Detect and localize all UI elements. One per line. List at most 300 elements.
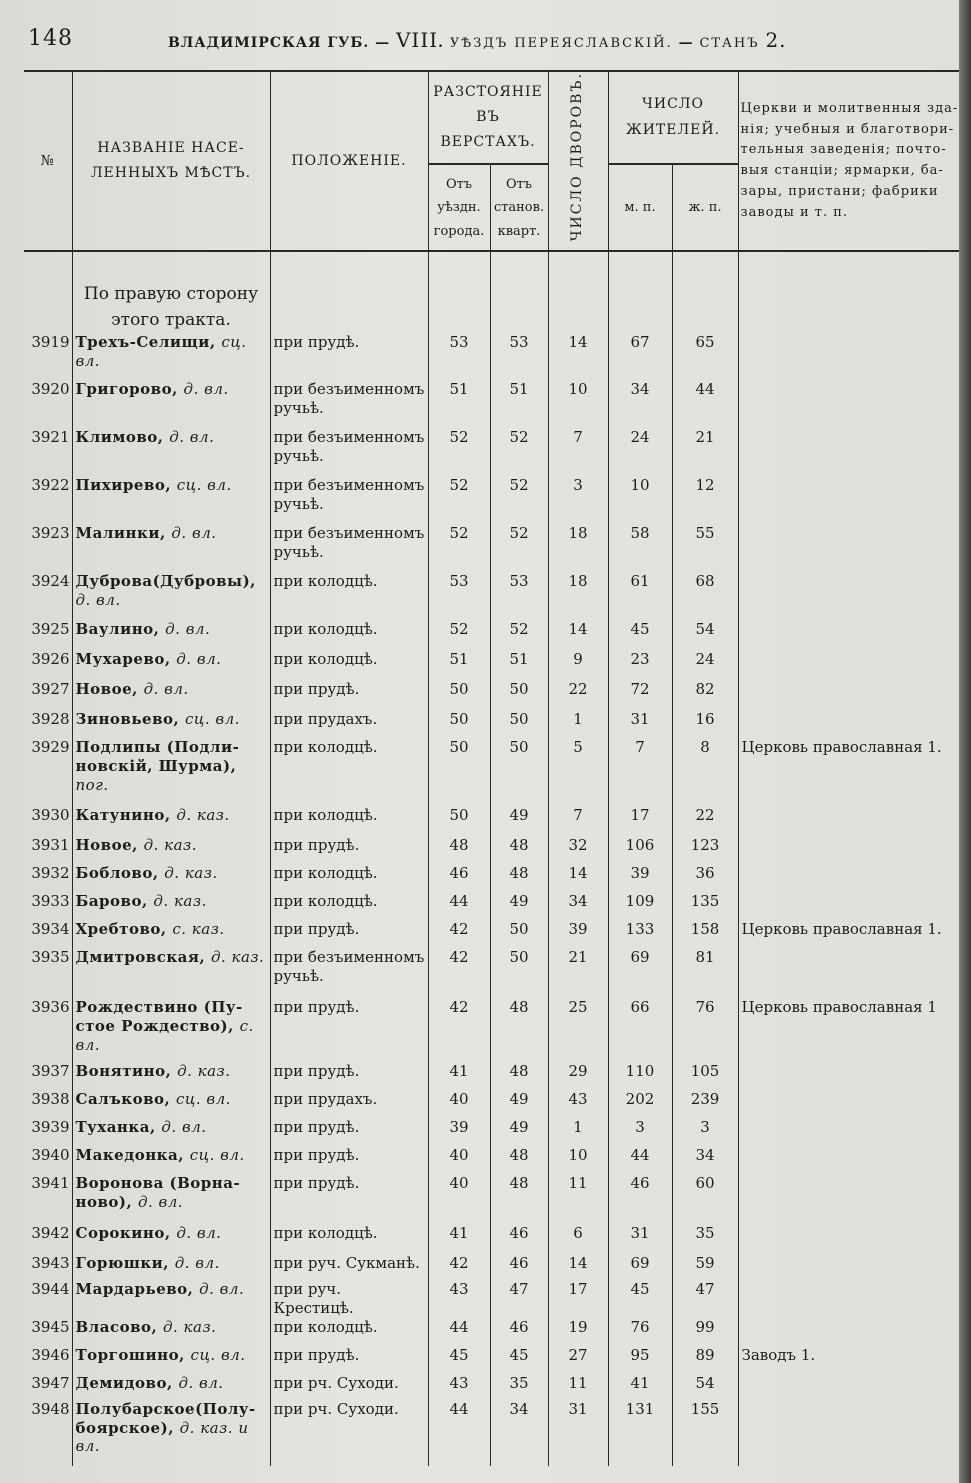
notes-cell [738, 836, 962, 864]
table-row [24, 650, 962, 680]
settlement-type: д. вл. [199, 1280, 245, 1299]
notes-cell [738, 1280, 962, 1318]
distance-stan-cell: 46 [490, 1224, 548, 1254]
settlement-name: Горюшки, [75, 1254, 170, 1273]
settlement-name: Барово, [75, 892, 148, 911]
table-row [24, 836, 962, 864]
notes-cell [738, 476, 962, 524]
households-cell: 1 [548, 710, 608, 738]
settlement-name: Торгошино, [75, 1345, 185, 1364]
female-cell: 59 [672, 1254, 738, 1280]
notes-cell [738, 428, 962, 476]
settlement-name-cell [72, 333, 270, 380]
stan-number: 2. [765, 28, 787, 52]
male-cell: 44 [608, 1146, 672, 1174]
settlement-name: Климово, [75, 428, 164, 447]
settlement-name-cell [72, 1400, 270, 1466]
households-cell: 25 [548, 998, 608, 1062]
settlement-type: с. вл. [75, 1017, 254, 1054]
row-number: 3941 [31, 1174, 70, 1193]
table-row [24, 524, 962, 572]
row-number: 3937 [31, 1062, 70, 1081]
position-cell: при безъименномъ ручьѣ. [270, 380, 428, 428]
settlement-type: сц. вл. [184, 710, 240, 729]
col-from-city-header: Отъ уѣздн. города. [428, 164, 490, 251]
settlement-type: д. вл. [183, 380, 229, 399]
position-cell: при колодцѣ. [270, 620, 428, 650]
distance-city-cell: 50 [428, 806, 490, 836]
settlement-name: Воронова (Ворна- ново), [75, 1174, 241, 1212]
position-cell: при безъименномъ ручьѣ. [270, 476, 428, 524]
female-cell: 82 [672, 680, 738, 710]
settlement-name: Власово, [75, 1317, 158, 1336]
settlement-type: сц. вл. [175, 1090, 231, 1109]
distance-stan-cell: 47 [490, 1280, 548, 1318]
distance-stan-cell: 49 [490, 1090, 548, 1118]
female-cell: 24 [672, 650, 738, 680]
distance-stan-cell: 52 [490, 428, 548, 476]
distance-city-cell: 42 [428, 998, 490, 1062]
page-binding-shadow [959, 0, 971, 1483]
row-number: 3939 [31, 1118, 70, 1137]
position-cell: при безъименномъ ручьѣ. [270, 948, 428, 998]
notes-cell [738, 1400, 962, 1466]
row-number: 3946 [31, 1345, 70, 1364]
table-row [24, 380, 962, 428]
settlement-name: Дуброва(Дубровы), [75, 572, 256, 591]
running-title: ВЛАДИМІРСКАЯ ГУБ. — VIII. УѢЗДЪ ПЕРЕЯСЛАВСКІЙ. — СТАНЪ 2. [168, 28, 787, 52]
male-cell: 31 [608, 1224, 672, 1254]
table-row [24, 620, 962, 650]
distance-city-cell: 53 [428, 572, 490, 620]
settlement-name-cell [72, 1118, 270, 1146]
notes-cell [738, 524, 962, 572]
settlement-name: Григорово, [75, 380, 178, 399]
table-row [24, 1346, 962, 1374]
notes-cell [738, 1062, 962, 1090]
female-cell: 123 [672, 836, 738, 864]
notes-cell [738, 620, 962, 650]
female-cell: 54 [672, 1374, 738, 1400]
female-cell: 105 [672, 1062, 738, 1090]
position-cell: при прудѣ. [270, 920, 428, 948]
row-number: 3930 [31, 806, 70, 825]
settlement-name: Туханка, [75, 1118, 156, 1137]
settlement-name: Полубарское(Полу- боярское), [75, 1399, 256, 1437]
settlement-name-cell [72, 1280, 270, 1318]
row-number: 3920 [31, 380, 70, 399]
table-row [24, 948, 962, 998]
row-number: 3925 [31, 620, 70, 639]
notes-cell: Церковь православная 1 [738, 998, 962, 1062]
households-header-text: ЧИСЛО ДВОРОВЪ. [569, 72, 586, 242]
settlement-name-cell [72, 1062, 270, 1090]
female-cell: 36 [672, 864, 738, 892]
table-row [24, 1174, 962, 1224]
table-row [24, 1062, 962, 1090]
settlement-name-cell [72, 738, 270, 806]
distance-city-cell: 39 [428, 1118, 490, 1146]
distance-city-cell: 41 [428, 1062, 490, 1090]
notes-cell [738, 333, 962, 380]
settlement-name: Трехъ-Селищи, [75, 333, 216, 352]
table-row [24, 1318, 962, 1346]
female-cell: 158 [672, 920, 738, 948]
settlement-type: д. вл. [178, 1373, 224, 1392]
notes-cell: Заводъ 1. [738, 1346, 962, 1374]
male-cell: 95 [608, 1346, 672, 1374]
row-number: 3948 [31, 1399, 70, 1418]
col-number-header: № [24, 71, 72, 251]
households-cell: 17 [548, 1280, 608, 1318]
male-cell: 23 [608, 650, 672, 680]
row-number: 3942 [31, 1224, 70, 1243]
female-cell: 89 [672, 1346, 738, 1374]
table-row [24, 1146, 962, 1174]
distance-stan-cell: 51 [490, 650, 548, 680]
table-row [24, 710, 962, 738]
settlements-table [24, 70, 962, 1466]
households-cell: 14 [548, 620, 608, 650]
notes-cell [738, 710, 962, 738]
settlement-type: д. вл. [165, 620, 211, 639]
distance-stan-cell: 50 [490, 948, 548, 998]
table-row [24, 1400, 962, 1466]
notes-cell: Церковь православная 1. [738, 738, 962, 806]
col-name-header: НАЗВАНІЕ НАСЕ- ЛЕННЫХЪ МѢСТЪ. [72, 71, 270, 251]
settlement-type: с. каз. [172, 920, 225, 939]
row-number: 3919 [31, 333, 70, 352]
settlement-type: д. каз. [176, 806, 230, 825]
settlement-name-cell [72, 864, 270, 892]
distance-stan-cell: 48 [490, 836, 548, 864]
settlement-name-cell [72, 1174, 270, 1224]
male-cell: 106 [608, 836, 672, 864]
row-number: 3944 [31, 1280, 70, 1299]
distance-city-cell: 45 [428, 1346, 490, 1374]
position-cell: при колодцѣ. [270, 892, 428, 920]
settlement-name: Дмитровская, [75, 948, 206, 967]
households-cell: 3 [548, 476, 608, 524]
table-row [24, 333, 962, 380]
female-cell: 54 [672, 620, 738, 650]
male-cell: 72 [608, 680, 672, 710]
distance-stan-cell: 48 [490, 1146, 548, 1174]
female-cell: 135 [672, 892, 738, 920]
settlement-name-cell [72, 836, 270, 864]
male-cell: 202 [608, 1090, 672, 1118]
row-number: 3932 [31, 864, 70, 883]
col-notes-header: Церкви и молитвенныя зда- нія; учебныя и благотвори- тельныя заведенія; почто- выя станціи; ярмарки, ба- зары, пристани; фабрики заводы и т. п. [738, 71, 962, 251]
households-cell: 18 [548, 524, 608, 572]
title-dash-1: — [375, 35, 391, 51]
table-row [24, 428, 962, 476]
notes-cell [738, 1318, 962, 1346]
settlement-name-cell [72, 998, 270, 1062]
table-row [24, 920, 962, 948]
settlement-type: д. вл. [176, 650, 222, 669]
female-cell: 16 [672, 710, 738, 738]
col-inhabitants-header: ЧИСЛО ЖИТЕЛЕЙ. [608, 71, 738, 164]
row-number: 3928 [31, 710, 70, 729]
male-cell: 31 [608, 710, 672, 738]
table-row [24, 1374, 962, 1400]
settlement-name-cell [72, 428, 270, 476]
notes-cell [738, 1146, 962, 1174]
distance-stan-cell: 34 [490, 1400, 548, 1466]
distance-stan-cell: 49 [490, 1118, 548, 1146]
settlement-type: д. каз. [143, 836, 198, 855]
position-cell: при колодцѣ. [270, 572, 428, 620]
settlement-name: Македонка, [75, 1146, 184, 1165]
row-number: 3943 [31, 1254, 70, 1273]
notes-cell [738, 1090, 962, 1118]
distance-city-cell: 46 [428, 864, 490, 892]
settlement-name: Зиновьево, [75, 710, 180, 729]
row-number: 3940 [31, 1146, 70, 1165]
row-number: 3934 [31, 920, 70, 939]
distance-stan-cell: 49 [490, 806, 548, 836]
settlement-name: Демидово, [75, 1373, 173, 1392]
governorate-title: ВЛАДИМІРСКАЯ ГУБ. [168, 35, 370, 51]
settlement-name: Малинки, [75, 524, 166, 543]
settlement-type: д. вл. [161, 1118, 207, 1137]
col-position-header: ПОЛОЖЕНІЕ. [270, 71, 428, 251]
distance-stan-cell: 53 [490, 333, 548, 380]
row-number: 3922 [31, 476, 70, 495]
male-cell: 45 [608, 1280, 672, 1318]
settlement-name-cell [72, 1224, 270, 1254]
female-cell: 68 [672, 572, 738, 620]
distance-city-cell: 52 [428, 428, 490, 476]
table-row [24, 1254, 962, 1280]
settlement-name-cell [72, 948, 270, 998]
row-number: 3933 [31, 892, 70, 911]
female-cell: 3 [672, 1118, 738, 1146]
table-row [24, 998, 962, 1062]
notes-cell [738, 650, 962, 680]
settlement-name: Пихирево, [75, 476, 172, 495]
position-cell: при безъименномъ ручьѣ. [270, 524, 428, 572]
settlement-type: д. каз. [210, 948, 265, 967]
settlement-name: Ваулино, [75, 620, 160, 639]
settlement-name-cell [72, 1318, 270, 1346]
distance-city-cell: 51 [428, 380, 490, 428]
settlement-type: д. вл. [174, 1254, 220, 1273]
distance-stan-cell: 52 [490, 476, 548, 524]
settlement-name-cell [72, 1346, 270, 1374]
notes-cell [738, 864, 962, 892]
distance-stan-cell: 48 [490, 1062, 548, 1090]
distance-city-cell: 40 [428, 1090, 490, 1118]
households-cell: 18 [548, 572, 608, 620]
settlement-type: пог. [75, 775, 109, 794]
settlement-type: д. каз. и вл. [75, 1418, 249, 1456]
female-cell: 8 [672, 738, 738, 806]
households-cell: 14 [548, 1254, 608, 1280]
row-number: 3924 [31, 572, 70, 591]
households-cell: 43 [548, 1090, 608, 1118]
male-cell: 110 [608, 1062, 672, 1090]
households-cell: 11 [548, 1374, 608, 1400]
row-number: 3947 [31, 1373, 70, 1392]
distance-stan-cell: 45 [490, 1346, 548, 1374]
distance-stan-cell: 52 [490, 620, 548, 650]
position-cell: при прудахъ. [270, 1090, 428, 1118]
distance-stan-cell: 46 [490, 1254, 548, 1280]
distance-stan-cell: 50 [490, 738, 548, 806]
notes-cell [738, 1224, 962, 1254]
female-cell: 76 [672, 998, 738, 1062]
settlement-name: Салъково, [75, 1090, 171, 1109]
distance-city-cell: 53 [428, 333, 490, 380]
female-cell: 155 [672, 1400, 738, 1466]
position-cell: при безъименномъ ручьѣ. [270, 428, 428, 476]
male-cell: 67 [608, 333, 672, 380]
settlement-name: Мардарьево, [75, 1280, 194, 1299]
male-cell: 61 [608, 572, 672, 620]
distance-stan-cell: 48 [490, 1174, 548, 1224]
distance-stan-cell: 50 [490, 680, 548, 710]
settlement-type: д. вл. [171, 524, 217, 543]
settlement-type: д. каз. [153, 892, 207, 911]
female-cell: 81 [672, 948, 738, 998]
settlement-type: сц. вл. [176, 476, 232, 495]
notes-cell [738, 680, 962, 710]
households-cell: 6 [548, 1224, 608, 1254]
settlement-name-cell [72, 572, 270, 620]
households-cell: 10 [548, 380, 608, 428]
settlement-type: д. вл. [176, 1224, 222, 1243]
settlement-type: д. вл. [137, 1193, 184, 1212]
male-cell: 3 [608, 1118, 672, 1146]
distance-stan-cell: 50 [490, 710, 548, 738]
table-row [24, 1224, 962, 1254]
distance-city-cell: 42 [428, 1254, 490, 1280]
male-cell: 58 [608, 524, 672, 572]
distance-city-cell: 50 [428, 680, 490, 710]
distance-stan-cell: 48 [490, 998, 548, 1062]
settlement-type: д. вл. [75, 591, 121, 610]
households-cell: 29 [548, 1062, 608, 1090]
settlement-name-cell [72, 524, 270, 572]
distance-city-cell: 41 [428, 1224, 490, 1254]
position-cell: при прудѣ. [270, 333, 428, 380]
male-cell: 46 [608, 1174, 672, 1224]
position-cell: при колодцѣ. [270, 650, 428, 680]
settlement-name-cell [72, 1374, 270, 1400]
page-number: 148 [28, 26, 73, 51]
male-cell: 69 [608, 1254, 672, 1280]
position-cell: при прудахъ. [270, 710, 428, 738]
male-cell: 131 [608, 1400, 672, 1466]
position-cell: при прудѣ. [270, 836, 428, 864]
position-cell: при руч. Крестицѣ. [270, 1280, 428, 1318]
position-cell: при колодцѣ. [270, 806, 428, 836]
settlement-type: сц. вл. [189, 1146, 245, 1165]
distance-stan-cell: 49 [490, 892, 548, 920]
section-numeral: VIII [395, 28, 439, 52]
male-cell: 66 [608, 998, 672, 1062]
households-cell: 19 [548, 1318, 608, 1346]
position-cell: при прудѣ. [270, 680, 428, 710]
position-cell: при прудѣ. [270, 1346, 428, 1374]
settlement-name: Подлипы (Подли- новскій, Шурма), [75, 738, 240, 776]
female-cell: 35 [672, 1224, 738, 1254]
table-row [24, 1280, 962, 1318]
row-number: 3921 [31, 428, 70, 447]
households-cell: 9 [548, 650, 608, 680]
male-cell: 24 [608, 428, 672, 476]
distance-city-cell: 50 [428, 738, 490, 806]
male-cell: 41 [608, 1374, 672, 1400]
settlement-type: д. вл. [169, 428, 215, 447]
distance-city-cell: 42 [428, 920, 490, 948]
settlement-name: Катунино, [75, 806, 171, 825]
row-number: 3923 [31, 524, 70, 543]
settlement-name: Сорокино, [75, 1224, 171, 1243]
position-cell: при колодцѣ. [270, 864, 428, 892]
female-cell: 34 [672, 1146, 738, 1174]
households-cell: 7 [548, 806, 608, 836]
table-row [24, 738, 962, 806]
settlement-name: Новое, [75, 836, 138, 855]
settlement-name-cell [72, 680, 270, 710]
households-cell: 7 [548, 428, 608, 476]
male-cell: 69 [608, 948, 672, 998]
notes-cell: Церковь православная 1. [738, 920, 962, 948]
female-cell: 47 [672, 1280, 738, 1318]
position-cell: при колодцѣ. [270, 1224, 428, 1254]
notes-cell [738, 572, 962, 620]
settlement-type: сц. вл. [75, 333, 247, 371]
distance-city-cell: 43 [428, 1374, 490, 1400]
position-cell: при рч. Суходи. [270, 1374, 428, 1400]
row-number: 3938 [31, 1090, 70, 1109]
table-row [24, 572, 962, 620]
notes-cell [738, 1174, 962, 1224]
settlement-type: д. каз. [177, 1062, 231, 1081]
settlement-name-cell [72, 1146, 270, 1174]
distance-city-cell: 43 [428, 1280, 490, 1318]
female-cell: 55 [672, 524, 738, 572]
households-cell: 14 [548, 333, 608, 380]
male-cell: 10 [608, 476, 672, 524]
households-cell: 32 [548, 836, 608, 864]
title-dash-2: — [678, 35, 694, 51]
female-cell: 22 [672, 806, 738, 836]
table-row [24, 806, 962, 836]
position-cell: при колодцѣ. [270, 1318, 428, 1346]
distance-stan-cell: 50 [490, 920, 548, 948]
female-cell: 60 [672, 1174, 738, 1224]
position-cell: при прудѣ. [270, 998, 428, 1062]
male-cell: 133 [608, 920, 672, 948]
table-row [24, 1118, 962, 1146]
col-female-header: ж. п. [672, 164, 738, 251]
row-number: 3929 [31, 738, 70, 757]
settlement-name-cell [72, 806, 270, 836]
households-cell: 34 [548, 892, 608, 920]
settlement-type: сц. вл. [190, 1345, 246, 1364]
row-number: 3926 [31, 650, 70, 669]
row-number: 3935 [31, 948, 70, 967]
male-cell: 45 [608, 620, 672, 650]
page-header [28, 14, 931, 50]
position-cell: при руч. Сукманѣ. [270, 1254, 428, 1280]
settlement-type: д. вл. [143, 680, 189, 699]
households-cell: 10 [548, 1146, 608, 1174]
